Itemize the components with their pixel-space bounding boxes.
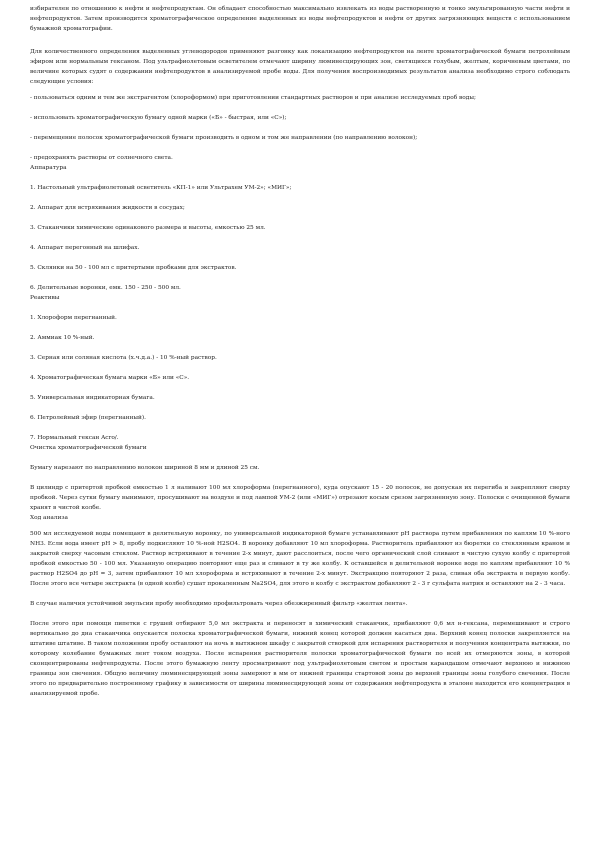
reagent-item: 2. Аммиак 10 %-ный. <box>30 335 95 341</box>
quantitative-paragraph: Для количественного определения выделенных углеводородов применяют разгонку как локализацию нефтепродуктов на ленте хроматографической бумаги петролейным эфиром или нормальным гексаном. Под ультрафиолетовым осветителем отмечают ширину люминесцирующих зон, светящихся голубым, желтым, коричневым цветами, по величине которых судят о содержании нефтепродуктов в анализируемой пробе воды. Для получения воспроизводимых результатов анализа необходимо строго соблюдать следующие условия: <box>30 49 570 85</box>
paper-cleaning-heading: Очистка хроматографической бумаги <box>30 445 147 451</box>
paper-cleaning-paragraph: В цилиндр с притертой пробкой емкостью 1 л наливают 100 мл хлороформа (перегнанного), куда опускают 15 - 20 полосок, не допуская их перегиба и закрепляют сверху пробкой. Через сутки бумагу вынимают, просушивают на воздухе и под лампой УМ-2 (или «МИГ») отрезают косым срезом загрязненную зону. Полоски с очищенной бумаги хранят в чистой колбе. <box>30 485 570 511</box>
condition-item: - использовать хроматографическую бумагу одной марки («Б» - быстрая, или «С»); <box>30 115 287 121</box>
document-page <box>30 4 570 699</box>
analysis-paragraph: В случае наличия устойчивой эмульсии пробу необходимо профильтровать через обезжиренный фильтр «желтая лента». <box>30 601 408 607</box>
apparatus-item: 6. Делительные воронки, емк. 150 - 250 - 500 мл. <box>30 285 181 291</box>
apparatus-item: 1. Настольный ультрафиолетовый осветитель «КП-1» или Ультрахем УМ-2»; «МИГ»; <box>30 185 292 191</box>
reagents-heading: Реактивы <box>30 295 60 301</box>
reagent-item: 6. Петролейный эфир (перегнанный). <box>30 415 146 421</box>
apparatus-item: 3. Стаканчики химические одинакового размера и высоты, емкостью 25 мл. <box>30 225 266 231</box>
reagent-item: 4. Хроматографическая бумага марки «Б» или «С». <box>30 375 190 381</box>
apparatus-item: 2. Аппарат для встряхивания жидкости в сосудах; <box>30 205 185 211</box>
apparatus-heading: Аппаратура <box>30 165 67 171</box>
analysis-heading: Ход анализа <box>30 515 68 521</box>
reagent-item: 5. Универсальная индикаторная бумага. <box>30 395 155 401</box>
analysis-paragraph: 500 мл исследуемой воды помещают в делительную воронку, по универсальной индикаторной бумаге устанавливают pH раствора путем прибавления по каплям 10 %-ного NH3. Если вода имеет pH > 8, пробу подкисляют 10 %-ной H2SO4. В воронку добавляют 10 мл хлороформа. Растворитель прибавляют из бюретки со стеклянным краном и закрытой сверху часовым стеклом. Раствор встряхивают в течение 2-х минут, дают расслоиться, после чего органический слой сливают в чистую сухую колбу с притертой пробкой емкостью 50 - 100 мл. Указанную операцию повторяют еще раз и сливают в ту же колбу. К оставшейся в делительной воронке воде по каплям прибавляют 10 % раствор H2SO4 до pH = 3, затем прибавляют 10 мл хлороформа и встряхивают в течение 2-х минут. Экстракцию повторяют 2 раза, сливая оба экстракта в первую колбу. После этого все четыре экстракта (в одной колбе) сушат прокаленным Na2SO4, для этого в колбу с экстрактом добавляют 2 - 3 г сульфата натрия и оставляют на 2 - 3 часа. <box>30 531 570 587</box>
condition-item: - пользоваться одним и тем же экстрагентом (хлороформом) при приготовлении стандартных растворов и при анализе исследуемых проб воды; <box>30 95 476 101</box>
paper-cleaning-paragraph: Бумагу нарезают по направлению волокон шириной 8 мм и длиной 25 см. <box>30 465 260 471</box>
reagent-item: 1. Хлороформ перегнанный. <box>30 315 117 321</box>
condition-item: - предохранять растворы от солнечного света. <box>30 155 173 161</box>
reagent-item: 7. Нормальный гексан Acro/. <box>30 435 119 441</box>
condition-item: - перемещение полосок хроматографической бумаги производить в одном и том же направлении (по направлению волокон); <box>30 135 418 141</box>
analysis-paragraph: После этого при помощи пипетки с грушей отбирают 5,0 мл экстракта и переносят в химический стаканчик, прибавляют 0,6 мл н-гексана, перемешивают и строго вертикально до дна стаканчика опускается полоска хроматографической бумаги, нижний конец которой должен касаться дна. Верхний конец полоски закрепляется на штативе штативе. В таком положении пробу оставляют на ночь в вытяжном шкафу с закрытой створкой для испарения растворителя и получения концентрата вытяжки, по которому колебание бумажных лент током воздуха. После испарения растворителя полоски хроматографической бумаги по всей их отмеряются зоны, в которой сконцентрированы нефтепродукты. После этого бумажную ленту просматривают под ультрафиолетовым светом и простым карандашом отмечают верхнюю и нижнюю границы зон свечения. Общую величину люминесцирующей зоны замеряют в мм от нижней границы стартовой зоны до верхней границы зоны голубого свечения. После этого по предварительно построенному графику в зависимости от ширины люминесцирующей зоны от содержания нефтепродукта в эталоне находится его концентрация в анализируемой пробе. <box>30 621 570 697</box>
apparatus-item: 4. Аппарат перегонный на шлифах. <box>30 245 140 251</box>
apparatus-item: 5. Склянки на 50 - 100 мл с притертыми пробками для экстрактов. <box>30 265 237 271</box>
reagent-item: 3. Серная или соляная кислота (х.ч.д.а.) - 10 %-ный раствор. <box>30 355 217 361</box>
intro-paragraph: избирателен по отношению к нефти и нефтепродуктам. Он обладает способностью максимально извлекать из воды растворенную и тонко эмульгированную части нефти и нефтепродуктов. Затем производится хроматографическое определение выделенных из воды нефтепродуктов и нефти от других загрязняющих веществ с использованием бумажной хроматографии. <box>30 6 570 32</box>
